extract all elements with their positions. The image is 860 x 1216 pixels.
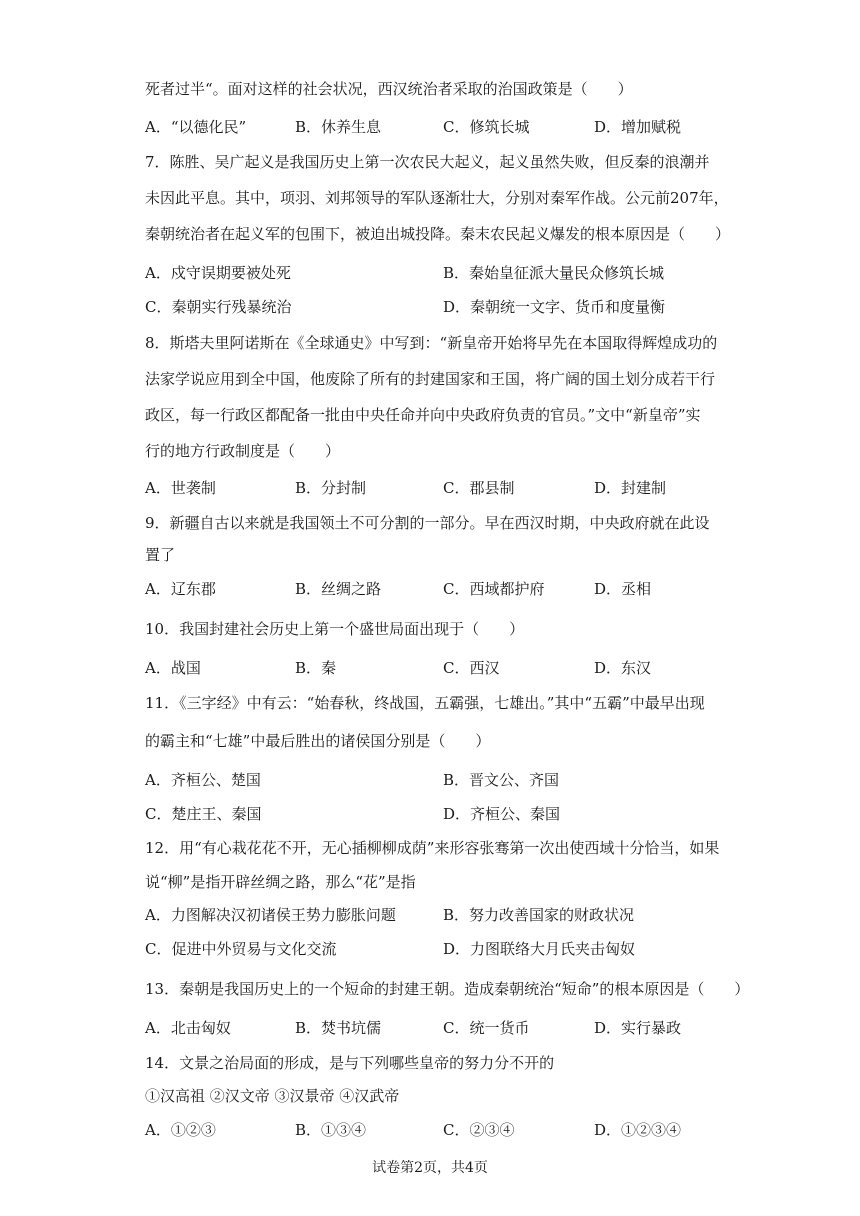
q7-option-b[interactable]: B．秦始皇征派大量民众修筑长城: [443, 264, 665, 282]
q8-stem-line: 8．斯塔夫里阿诺斯在《全球通史》中写到：“新皇帝开始将早先在本国取得辉煌成功的: [145, 334, 718, 352]
q10-option-b[interactable]: B．秦: [295, 659, 337, 677]
q13-stem-line: 13．秦朝是我国历史上的一个短命的封建王朝。造成秦朝统治“短命”的根本原因是（ ）: [145, 980, 750, 998]
q13-option-d[interactable]: D．实行暴政: [594, 1019, 682, 1037]
q12-stem-line: 12．用“有心栽花花不开，无心插柳柳成荫”来形容张骞第一次出使西域十分恰当，如果: [145, 839, 720, 857]
q8-stem-line: 法家学说应用到全中国，他废除了所有的封建国家和王国，将广阔的国土划分成若干行: [145, 370, 716, 388]
q7-stem-line: 秦朝统治者在起义军的包围下，被迫出城投降。秦末农民起义爆发的根本原因是（ ）: [145, 225, 731, 243]
q12-option-c[interactable]: C．促进中外贸易与文化交流: [145, 940, 337, 958]
q8-option-c[interactable]: C．郡县制: [443, 479, 515, 497]
q9-stem-line: 置了: [145, 546, 176, 564]
q11-stem-line: 的霸主和“七雄”中最后胜出的诸侯国分别是（ ）: [145, 732, 491, 750]
q10-option-d[interactable]: D．东汉: [594, 659, 652, 677]
q6-stem-tail: 死者过半“。面对这样的社会状况，西汉统治者采取的治国政策是（ ）: [145, 80, 633, 98]
q12-stem-line: 说“柳”是指开辟丝绸之路，那么“花”是指: [145, 873, 416, 891]
q14-option-c[interactable]: C．②③④: [443, 1121, 515, 1139]
page-footer: 试卷第2页，共4页: [372, 1160, 488, 1176]
q14-stem-line: 14．文景之治局面的形成，是与下列哪些皇帝的努力分不开的: [145, 1054, 555, 1072]
q13-option-b[interactable]: B．焚书坑儒: [295, 1019, 382, 1037]
q10-option-c[interactable]: C．西汉: [443, 659, 500, 677]
q11-option-b[interactable]: B．晋文公、齐国: [443, 771, 560, 789]
q12-option-d[interactable]: D．力图联络大月氏夹击匈奴: [443, 940, 636, 958]
q7-option-a[interactable]: A．戍守误期要被处死: [145, 264, 291, 282]
q10-stem-line: 10．我国封建社会历史上第一个盛世局面出现于（ ）: [145, 620, 525, 638]
q9-option-a[interactable]: A．辽东郡: [145, 580, 216, 598]
q10-option-a[interactable]: A．战国: [145, 659, 201, 677]
q6-option-c[interactable]: C．修筑长城: [443, 118, 530, 136]
q8-stem-line: 政区，每一行政区都配备一批由中央任命并向中央政府负责的官员。”文中“新皇帝”实: [145, 406, 701, 424]
q9-stem-line: 9．新疆自古以来就是我国领土不可分割的一部分。早在西汉时期，中央政府就在此设: [145, 514, 710, 532]
q9-option-d[interactable]: D．丞相: [594, 580, 652, 598]
q14-option-a[interactable]: A．①②③: [145, 1121, 216, 1139]
q11-stem-line: 11．《三字经》中有云：“始春秋，终战国，五霸强，七雄出。”其中“五霸”中最早出现: [145, 694, 705, 712]
q8-option-b[interactable]: B．分封制: [295, 479, 367, 497]
q9-option-c[interactable]: C．西域都护府: [443, 580, 545, 598]
q7-option-d[interactable]: D．秦朝统一文字、货币和度量衡: [443, 298, 666, 316]
q6-option-d[interactable]: D．增加赋税: [594, 118, 682, 136]
q11-option-a[interactable]: A．齐桓公、楚国: [145, 771, 261, 789]
q8-stem-line: 行的地方行政制度是（ ）: [145, 442, 341, 460]
q6-option-a[interactable]: A．“以德化民”: [145, 118, 247, 136]
q7-stem-line: 7．陈胜、吴广起义是我国历史上第一次农民大起义，起义虽然失败，但反秦的浪潮并: [145, 153, 710, 171]
q8-option-d[interactable]: D．封建制: [594, 479, 667, 497]
q11-option-d[interactable]: D．齐桓公、秦国: [443, 805, 561, 823]
q12-option-b[interactable]: B．努力改善国家的财政状况: [443, 906, 635, 924]
q9-option-b[interactable]: B．丝绸之路: [295, 580, 382, 598]
q12-option-a[interactable]: A．力图解决汉初诸侯王势力膨胀问题: [145, 906, 396, 924]
q8-option-a[interactable]: A．世袭制: [145, 479, 216, 497]
q6-option-b[interactable]: B．休养生息: [295, 118, 382, 136]
q14-choices-line: ①汉高祖 ②汉文帝 ③汉景帝 ④汉武帝: [145, 1087, 400, 1105]
q7-stem-line: 未因此平息。其中，项羽、刘邦领导的军队逐渐壮大，分别对秦军作战。公元前207年，: [145, 189, 729, 207]
q14-option-b[interactable]: B．①③④: [295, 1121, 367, 1139]
q14-option-d[interactable]: D．①②③④: [594, 1121, 682, 1139]
q7-option-c[interactable]: C．秦朝实行残暴统治: [145, 298, 292, 316]
q13-option-a[interactable]: A．北击匈奴: [145, 1019, 231, 1037]
q13-option-c[interactable]: C．统一货币: [443, 1019, 530, 1037]
q11-option-c[interactable]: C．楚庄王、秦国: [145, 805, 262, 823]
